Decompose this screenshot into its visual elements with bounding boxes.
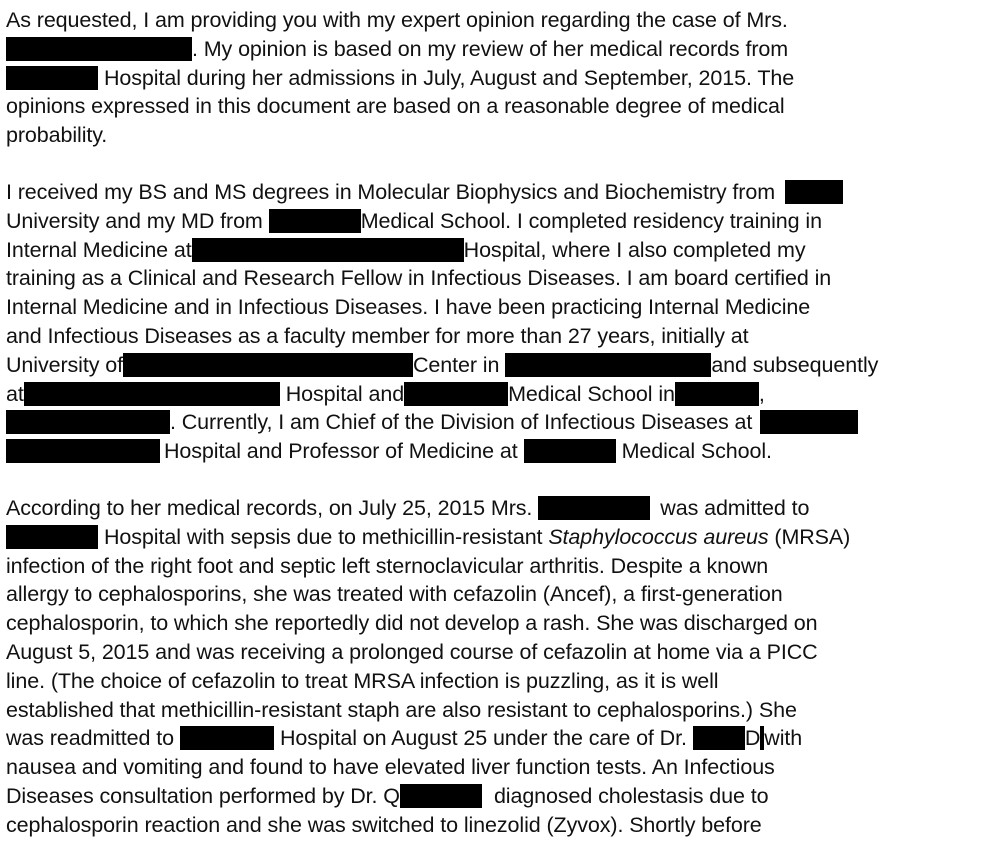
text-run: Medical School in [508, 381, 675, 406]
text-run: Medical School. [621, 439, 772, 464]
text-run: Center in [412, 352, 500, 377]
text-run: University and my MD from [6, 208, 263, 233]
text-run: Hospital, where I also completed my [463, 237, 806, 262]
text-line [6, 380, 981, 409]
redaction-bar [269, 209, 361, 233]
redaction-bar [24, 382, 280, 406]
text-run: Hospital and Professor of Medicine at [164, 439, 518, 464]
text-run: Hospital during her admissions in July, August and September, 2015. The [104, 65, 795, 90]
text-line [6, 264, 981, 293]
text-run: probability. [6, 123, 108, 148]
text-run: August 5, 2015 and was receiving a prolonged course of cefazolin at home via a PICC [6, 639, 818, 664]
text-run: cephalosporin, to which she reportedly did not develop a rash. She was discharged on [6, 611, 818, 636]
text-line [6, 6, 981, 35]
text-line [6, 437, 981, 466]
text-line [6, 580, 981, 609]
text-line [6, 121, 981, 150]
paragraph-medical-history [6, 494, 981, 840]
redaction-bar [6, 37, 192, 61]
text-line [6, 782, 981, 811]
text-line [6, 638, 981, 667]
paragraph-credentials [6, 178, 981, 466]
text-run: Hospital with sepsis due to methicillin-resistant [104, 524, 543, 549]
redaction-bar [6, 525, 98, 549]
text-run: with [764, 726, 803, 751]
text-line [6, 351, 981, 380]
redaction-bar [6, 439, 160, 463]
document-page [6, 6, 981, 840]
text-run: According to her medical records, on July 25, 2015 Mrs. [6, 495, 533, 520]
text-line [6, 811, 981, 840]
text-run: Internal Medicine and in Infectious Diseases. I have been practicing Internal Medicine [6, 295, 811, 320]
text-run: I received my BS and MS degrees in Molecular Biophysics and Biochemistry from [6, 179, 776, 204]
text-line [6, 667, 981, 696]
text-run: line. (The choice of cefazolin to treat MRSA infection is puzzling, as it is well [6, 668, 719, 693]
text-line [6, 64, 981, 93]
text-run: infection of the right foot and septic left sternoclavicular arthritis. Despite a known [6, 553, 769, 578]
redaction-bar [192, 238, 464, 262]
organism-name: Staphylococcus aureus [548, 524, 769, 549]
redaction-bar [400, 784, 482, 808]
text-run: D [744, 726, 761, 751]
text-line [6, 523, 981, 552]
text-run: and subsequently [711, 352, 879, 377]
text-run: (MRSA) [774, 524, 851, 549]
redaction-bar [760, 410, 858, 434]
paragraph-intro [6, 6, 981, 150]
text-run: Hospital and [285, 381, 405, 406]
text-run: cephalosporin reaction and she was switched to linezolid (Zyvox). Shortly before [6, 812, 762, 837]
text-run: Internal Medicine at [6, 237, 192, 262]
redaction-bar [505, 353, 711, 377]
text-run: University of [6, 352, 123, 377]
redaction-bar [524, 439, 616, 463]
redaction-bar [675, 382, 759, 406]
redaction-bar [180, 726, 274, 750]
text-run: nausea and vomiting and found to have elevated liver function tests. An Infectious [6, 755, 775, 780]
text-run: allergy to cephalosporins, she was treated with cefazolin (Ancef), a first-generation [6, 582, 783, 607]
text-run: at [6, 381, 24, 406]
text-run: opinions expressed in this document are based on a reasonable degree of medical [6, 94, 785, 119]
text-line [6, 178, 981, 207]
redaction-bar [123, 353, 413, 377]
text-line [6, 207, 981, 236]
text-line [6, 322, 981, 351]
text-line [6, 696, 981, 725]
text-line [6, 236, 981, 265]
redaction-bar [785, 180, 843, 204]
text-run: Medical School. I completed residency training in [360, 208, 822, 233]
redaction-bar [404, 382, 508, 406]
text-run: . My opinion is based on my review of her medical records from [192, 36, 789, 61]
text-line [6, 408, 981, 437]
text-line [6, 35, 981, 64]
text-line [6, 92, 981, 121]
redaction-bar [6, 410, 170, 434]
text-line [6, 753, 981, 782]
text-run: . Currently, I am Chief of the Division of Infectious Diseases at [170, 410, 753, 435]
text-run: diagnosed cholestasis due to [493, 783, 769, 808]
text-run: Diseases consultation performed by Dr. Q [6, 783, 400, 808]
text-line [6, 293, 981, 322]
redaction-bar [6, 66, 98, 90]
text-line [6, 609, 981, 638]
text-run: As requested, I am providing you with my expert opinion regarding the case of Mrs. [6, 8, 788, 32]
text-run: and Infectious Diseases as a faculty member for more than 27 years, initially at [6, 323, 749, 348]
redaction-bar [693, 726, 745, 750]
text-run: , [758, 381, 765, 406]
text-run: was admitted to [660, 495, 810, 520]
text-run: training as a Clinical and Research Fellow in Infectious Diseases. I am board certified in [6, 266, 832, 291]
text-line [6, 552, 981, 581]
text-run: was readmitted to [6, 726, 174, 751]
text-line [6, 724, 981, 753]
text-line [6, 494, 981, 523]
redaction-bar [538, 496, 650, 520]
text-run: Hospital on August 25 under the care of Dr. [280, 726, 687, 751]
text-run: established that methicillin-resistant staph are also resistant to cephalosporins.) She [6, 697, 797, 722]
